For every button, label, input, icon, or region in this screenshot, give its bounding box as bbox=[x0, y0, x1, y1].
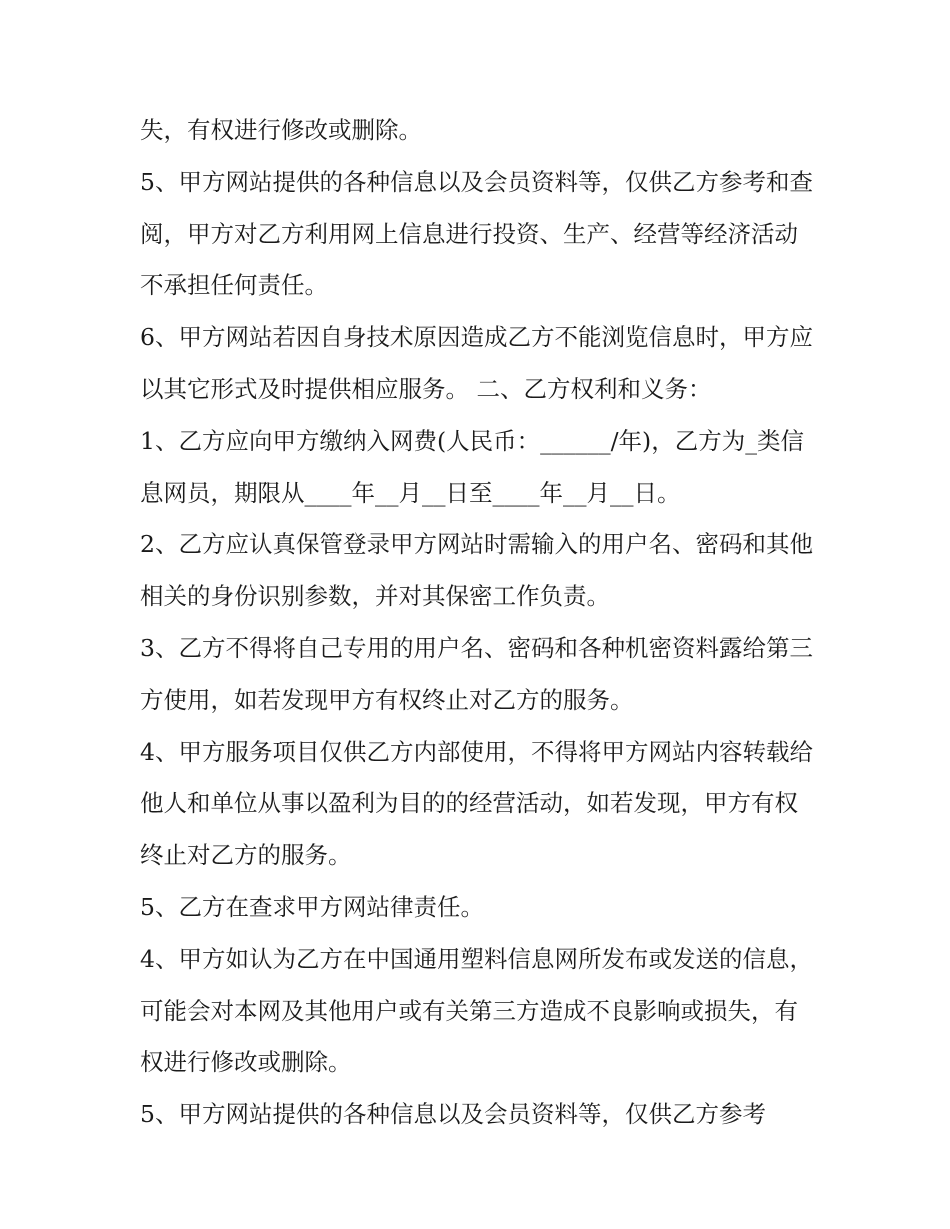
paragraph-10: 5、甲方网站提供的各种信息以及会员资料等，仅供乙方参考 bbox=[140, 1100, 766, 1129]
paragraph-5: 2、乙方应认真保管登录甲方网站时需输入的用户名、密码和其他相关的身份识别参数，并对其保密工作负责。 bbox=[140, 530, 813, 611]
paragraph-8: 5、乙方在查求甲方网站律责任。 bbox=[140, 892, 484, 921]
paragraph-7: 4、甲方服务项目仅供乙方内部使用，不得将甲方网站内容转载给他人和单位从事以盈利为目的的经营活动，如若发现，甲方有权终止对乙方的服务。 bbox=[140, 737, 813, 870]
paragraph-9: 4、甲方如认为乙方在中国通用塑料信息网所发布或发送的信息，可能会对本网及其他用户或有关第三方造成不良影响或损失，有权进行修改或删除。 bbox=[140, 944, 813, 1077]
paragraph-2: 5、甲方网站提供的各种信息以及会员资料等，仅供乙方参考和查阅，甲方对乙方利用网上信息进行投资、生产、经营等经济活动不承担任何责任。 bbox=[140, 167, 813, 300]
paragraph-1: 失，有权进行修改或删除。 bbox=[140, 116, 422, 144]
paragraph-4: 1、乙方应向甲方缴纳入网费(人民币：______/年)，乙方为_类信息网员，期限从____年__月__日至____年__月__日。 bbox=[140, 426, 804, 507]
paragraph-6: 3、乙方不得将自己专用的用户名、密码和各种机密资料露给第三方使用，如若发现甲方有权终止对乙方的服务。 bbox=[140, 633, 813, 714]
paragraph-3: 6、甲方网站若因自身技术原因造成乙方不能浏览信息时，甲方应以其它形式及时提供相应服务。 二、乙方权利和义务： bbox=[140, 323, 813, 403]
